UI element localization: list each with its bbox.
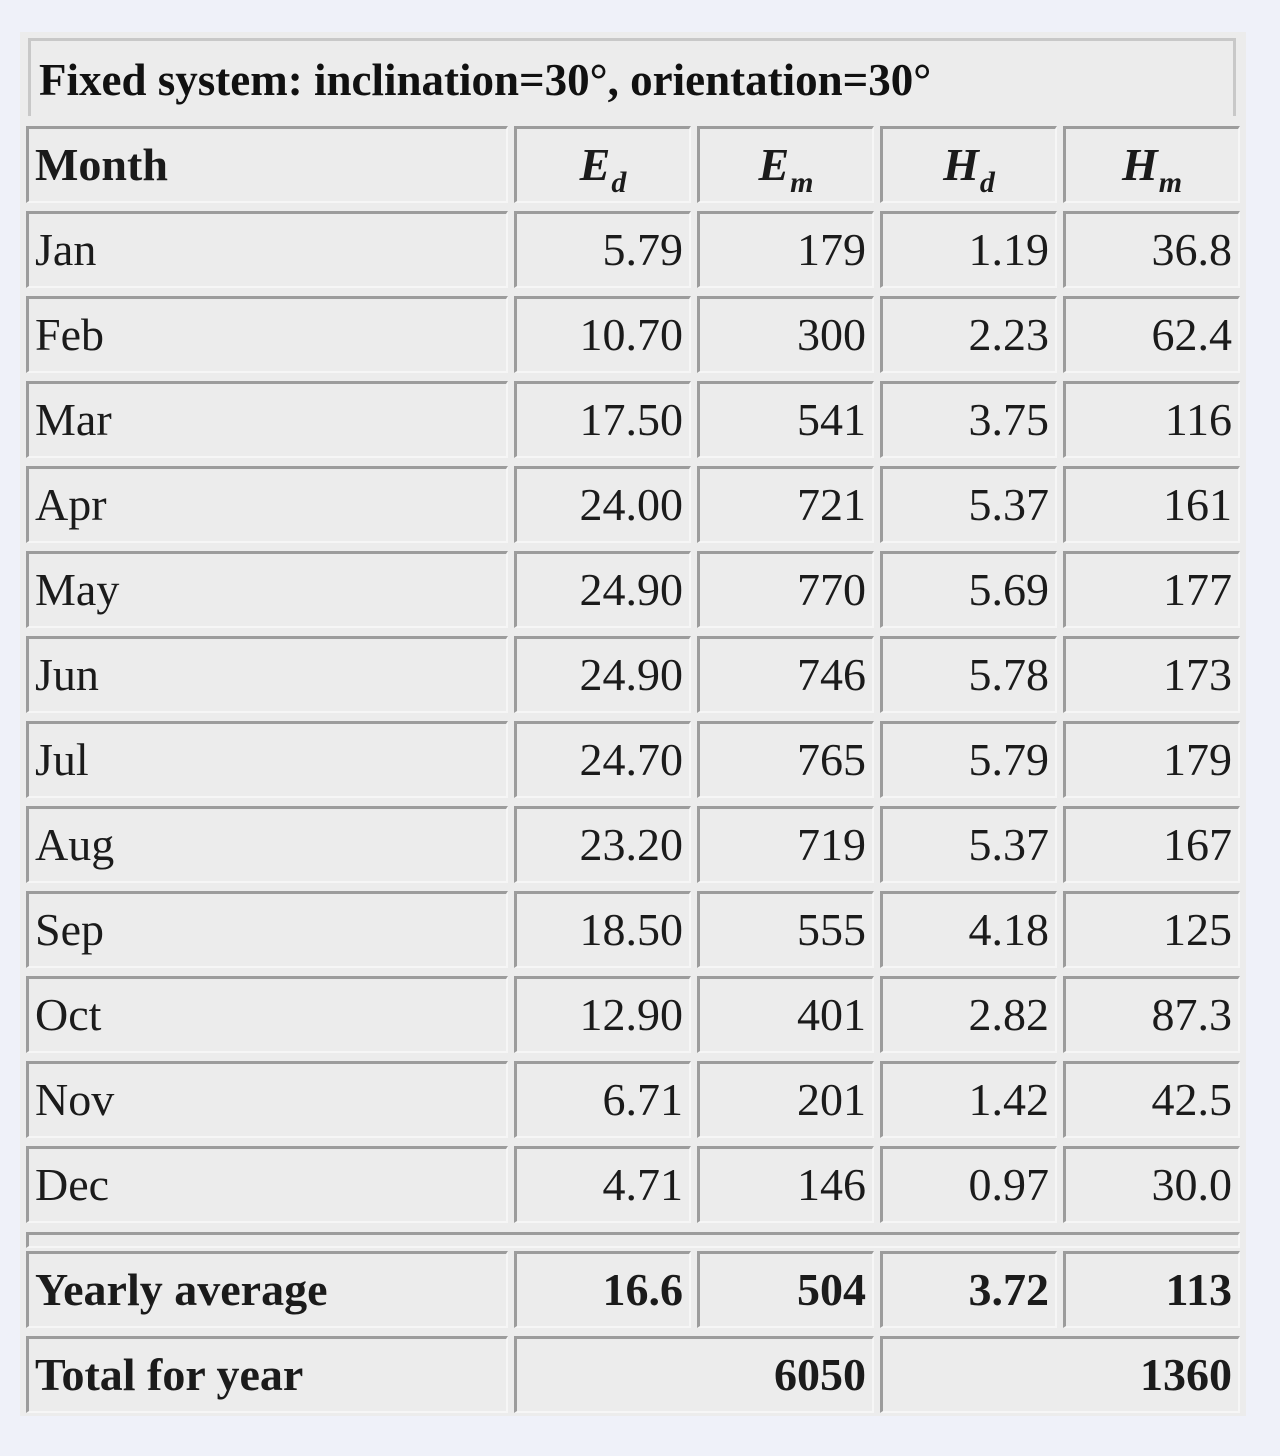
hm-cell: 36.8 — [1063, 211, 1240, 288]
hd-cell: 1.42 — [880, 1061, 1057, 1138]
header-hd: $H_d$ — [880, 126, 1057, 203]
table-row — [20, 1057, 1246, 1142]
ed-cell: 23.20 — [514, 806, 691, 883]
yearly-average-label: Yearly average — [26, 1251, 508, 1328]
hd-cell: 5.79 — [880, 721, 1057, 798]
header-em: $E_m$ — [697, 126, 874, 203]
header-row — [20, 122, 1246, 207]
table-row — [20, 972, 1246, 1057]
table-row — [20, 802, 1246, 887]
month-cell: Mar — [26, 381, 508, 458]
em-cell: 401 — [697, 976, 874, 1053]
hm-cell: 173 — [1063, 636, 1240, 713]
month-cell: Jul — [26, 721, 508, 798]
em-cell: 541 — [697, 381, 874, 458]
hm-cell: 167 — [1063, 806, 1240, 883]
ed-cell: 24.70 — [514, 721, 691, 798]
em-cell: 770 — [697, 551, 874, 628]
em-cell: 179 — [697, 211, 874, 288]
hd-cell: 5.37 — [880, 466, 1057, 543]
month-cell: Feb — [26, 296, 508, 373]
table-row — [20, 547, 1246, 632]
header-hm: $H_m$ — [1063, 126, 1240, 203]
table-row — [20, 887, 1246, 972]
table-row — [20, 632, 1246, 717]
em-cell: 146 — [697, 1146, 874, 1223]
hm-cell: 87.3 — [1063, 976, 1240, 1053]
month-cell: May — [26, 551, 508, 628]
month-cell: Sep — [26, 891, 508, 968]
month-cell: Dec — [26, 1146, 508, 1223]
ed-cell: 10.70 — [514, 296, 691, 373]
em-cell: 555 — [697, 891, 874, 968]
em-cell: 721 — [697, 466, 874, 543]
hd-cell: 5.37 — [880, 806, 1057, 883]
hm-cell: 179 — [1063, 721, 1240, 798]
ed-cell: 24.90 — [514, 636, 691, 713]
header-ed: $E_d$ — [514, 126, 691, 203]
table-row — [20, 462, 1246, 547]
table-title: Fixed system: inclination=30°, orientation=30° — [28, 38, 1236, 116]
hm-cell: 161 — [1063, 466, 1240, 543]
ed-cell: 16.6 — [514, 1251, 691, 1328]
month-cell: Jan — [26, 211, 508, 288]
ed-cell: 6.71 — [514, 1061, 691, 1138]
yearly-average-row — [20, 1247, 1246, 1332]
hd-cell: 1.19 — [880, 211, 1057, 288]
hm-cell: 116 — [1063, 381, 1240, 458]
month-cell: Jun — [26, 636, 508, 713]
total-h-cell: 1360 — [880, 1336, 1240, 1413]
ed-cell: 4.71 — [514, 1146, 691, 1223]
month-cell: Aug — [26, 806, 508, 883]
hd-cell: 2.82 — [880, 976, 1057, 1053]
hm-cell: 113 — [1063, 1251, 1240, 1328]
hm-cell: 177 — [1063, 551, 1240, 628]
table-row — [20, 717, 1246, 802]
em-cell: 504 — [697, 1251, 874, 1328]
em-cell: 719 — [697, 806, 874, 883]
hd-cell: 3.75 — [880, 381, 1057, 458]
hd-cell: 5.78 — [880, 636, 1057, 713]
ed-cell: 18.50 — [514, 891, 691, 968]
em-cell: 300 — [697, 296, 874, 373]
hd-cell: 4.18 — [880, 891, 1057, 968]
ed-cell: 24.00 — [514, 466, 691, 543]
table-divider — [26, 1232, 1240, 1248]
total-e-cell: 6050 — [514, 1336, 874, 1413]
em-cell: 201 — [697, 1061, 874, 1138]
hm-cell: 42.5 — [1063, 1061, 1240, 1138]
results-table — [20, 32, 1246, 1416]
hd-cell: 3.72 — [880, 1251, 1057, 1328]
em-cell: 746 — [697, 636, 874, 713]
em-cell: 765 — [697, 721, 874, 798]
month-cell: Oct — [26, 976, 508, 1053]
ed-cell: 17.50 — [514, 381, 691, 458]
hd-cell: 2.23 — [880, 296, 1057, 373]
table-row — [20, 1142, 1246, 1227]
table-row — [20, 207, 1246, 292]
hd-cell: 0.97 — [880, 1146, 1057, 1223]
table-row — [20, 292, 1246, 377]
hd-cell: 5.69 — [880, 551, 1057, 628]
hm-cell: 62.4 — [1063, 296, 1240, 373]
header-month: Month — [26, 126, 508, 203]
total-for-year-row — [20, 1332, 1246, 1417]
ed-cell: 24.90 — [514, 551, 691, 628]
hm-cell: 125 — [1063, 891, 1240, 968]
ed-cell: 5.79 — [514, 211, 691, 288]
total-for-year-label: Total for year — [26, 1336, 508, 1413]
month-cell: Nov — [26, 1061, 508, 1138]
month-cell: Apr — [26, 466, 508, 543]
hm-cell: 30.0 — [1063, 1146, 1240, 1223]
ed-cell: 12.90 — [514, 976, 691, 1053]
table-row — [20, 377, 1246, 462]
